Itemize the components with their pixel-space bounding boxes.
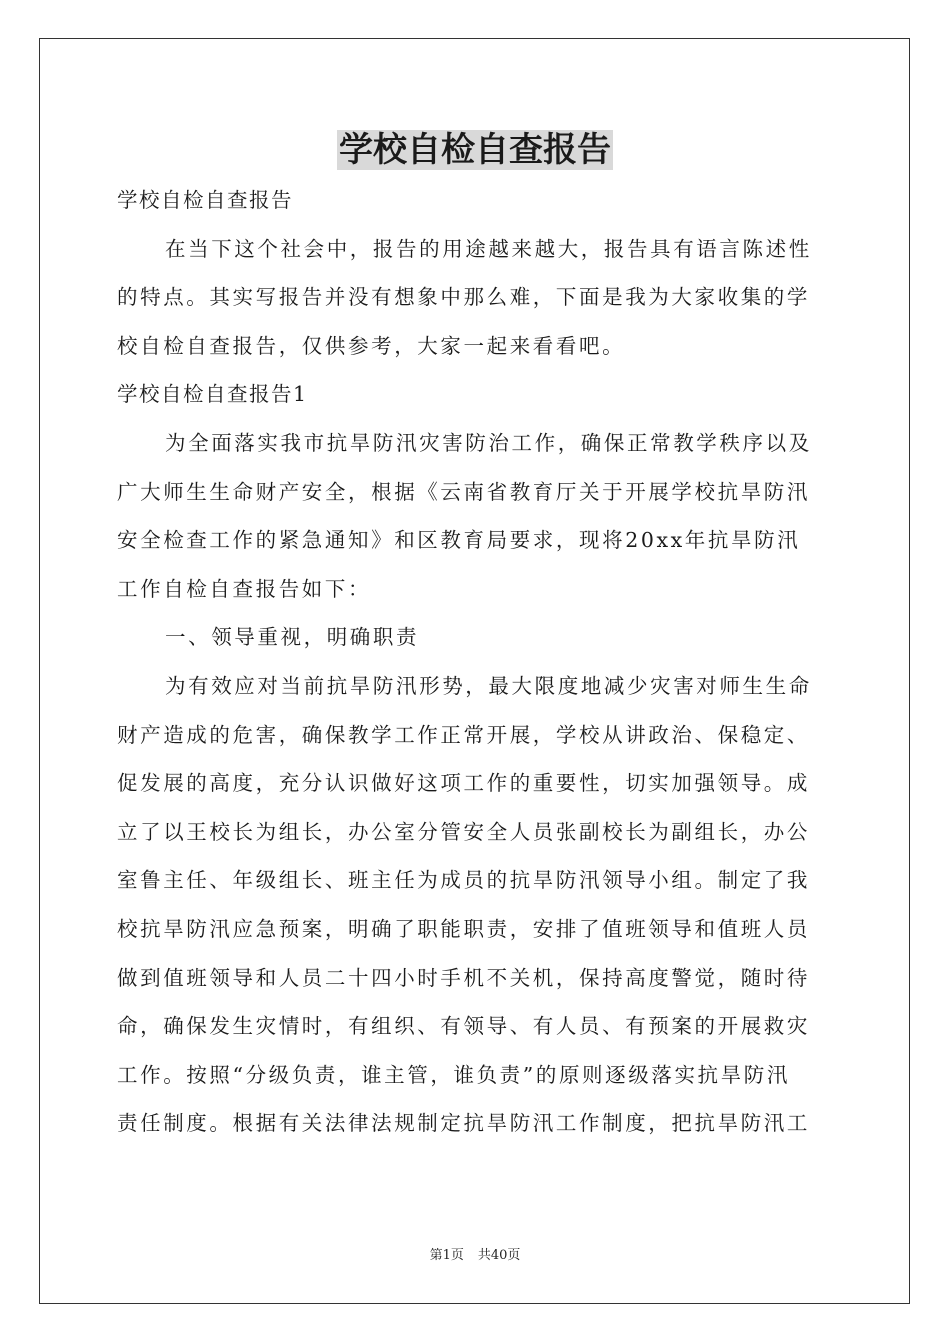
- intro-line: 校自检自查报告，仅供参考，大家一起来看看吧。: [117, 333, 626, 358]
- page-total: 共40页: [477, 1248, 521, 1263]
- body-line: 安全检查工作的紧急通知》和区教育局要求，现将20xx年抗旱防汛: [117, 528, 801, 553]
- body-line: 工作。按照“分级负责，谁主管，谁负责”的原则逐级落实抗旱防汛: [117, 1062, 790, 1087]
- body-line: 做到值班领导和人员二十四小时手机不关机，保持高度警觉，随时待: [117, 965, 810, 990]
- body-line: 促发展的高度，充分认识做好这项工作的重要性，切实加强领导。成: [117, 771, 810, 796]
- intro-line: 在当下这个社会中，报告的用途越来越大，报告具有语言陈述性: [165, 236, 812, 261]
- body-line: 财产造成的危害，确保教学工作正常开展，学校从讲政治、保稳定、: [117, 722, 810, 747]
- page-number: 第1页: [429, 1248, 464, 1263]
- body-line: 室鲁主任、年级组长、班主任为成员的抗旱防汛领导小组。制定了我: [117, 868, 810, 893]
- body-line: 校抗旱防汛应急预案，明确了职能职责，安排了值班领导和值班人员: [117, 916, 810, 941]
- page-footer: [0, 1247, 950, 1265]
- document-title: [0, 126, 950, 174]
- body-line: 命，确保发生灾情时，有组织、有领导、有人员、有预案的开展救灾: [117, 1014, 810, 1039]
- document-body: [117, 176, 833, 1148]
- body-line: 为全面落实我市抗旱防汛灾害防治工作，确保正常教学秩序以及: [165, 430, 812, 455]
- body-line: 立了以王校长为组长，办公室分管安全人员张副校长为副组长，办公: [117, 819, 810, 844]
- body-line: 责任制度。根据有关法律法规制定抗旱防汛工作制度，把抗旱防汛工: [117, 1111, 810, 1136]
- section-heading: 学校自检自查报告1: [117, 382, 308, 407]
- subtitle-line: 学校自检自查报告: [117, 188, 293, 212]
- subsection-heading: 一、领导重视，明确职责: [165, 625, 420, 650]
- document-title-text: 学校自检自查报告: [339, 130, 611, 170]
- body-line: 为有效应对当前抗旱防汛形势，最大限度地减少灾害对师生生命: [165, 673, 812, 698]
- body-line: 广大师生生命财产安全，根据《云南省教育厅关于开展学校抗旱防汛: [117, 479, 810, 504]
- body-line: 工作自检自查报告如下：: [117, 576, 372, 601]
- intro-line: 的特点。其实写报告并没有想象中那么难，下面是我为大家收集的学: [117, 285, 810, 310]
